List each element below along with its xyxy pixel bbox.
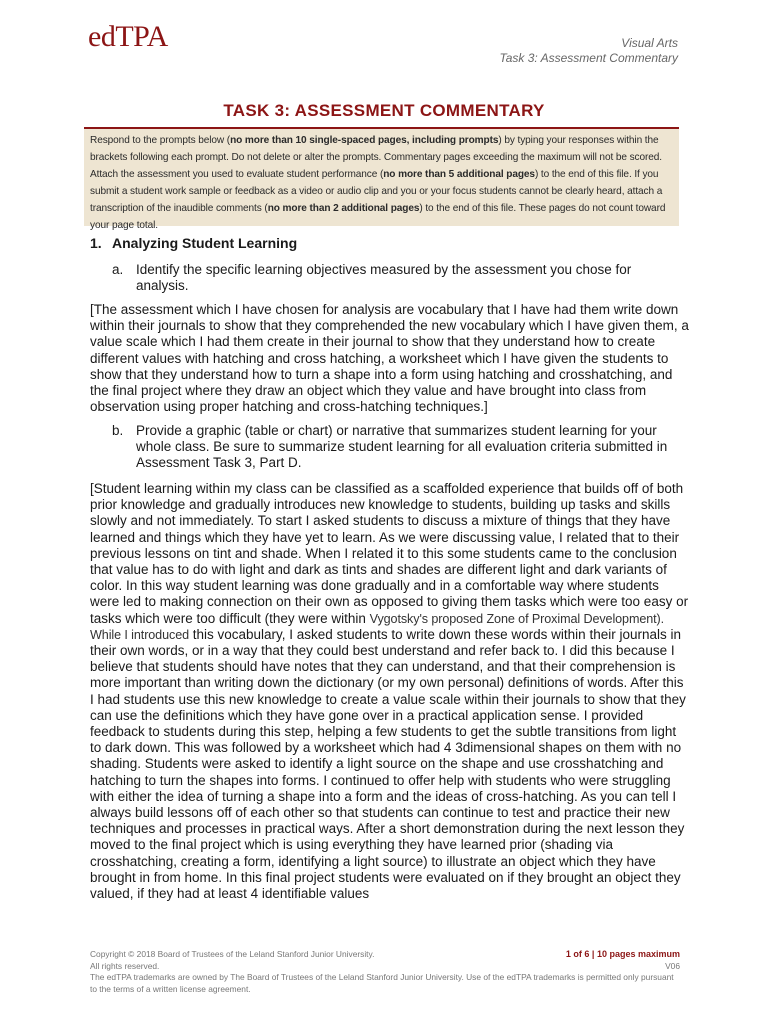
prompt-letter: a. — [112, 262, 124, 277]
instructions-box — [84, 127, 679, 231]
document-header-info — [499, 36, 678, 66]
subject-label: Visual Arts — [621, 36, 678, 50]
instructions-text: ) by typing your responses within the brackets following each prompt. Do not delete or alter the prompts. Commentary pages exceeding the maximum will not be scored. Attach the assessment you used to evaluate student performance ( — [90, 135, 663, 180]
page-title: TASK 3: ASSESSMENT COMMENTARY — [223, 101, 545, 120]
task-label: Task 3: Assessment Commentary — [499, 51, 678, 65]
instructions-emphasis: no more than 5 additional pages — [383, 169, 535, 180]
response-a: [The assessment which I have chosen for analysis are vocabulary that I have had them write down within their journals to show that they comprehended the new vocabulary which I have given them, a value scale which I had them create in their journal to show that they understand how to create different values with hatching and cross hatching, a worksheet which I have given the students to show that they understand how to turn a shape into a form using hatching and crosshatching, and the final project where they draw an object which they value and have brought into class from observation using proper hatching and cross-hatching techniques.] — [90, 302, 689, 415]
version-label: V06 — [665, 961, 680, 971]
copyright-text: Copyright © 2018 Board of Trustees of the Leland Stanford Junior University. — [90, 949, 375, 959]
instructions-emphasis: no more than 2 additional pages — [267, 203, 420, 214]
response-b — [90, 481, 690, 902]
prompt-a — [112, 262, 672, 294]
page-count: 1 of 6 | 10 pages maximum — [565, 949, 680, 959]
page-footer — [90, 949, 680, 995]
prompt-b — [112, 423, 672, 471]
section-number: 1. — [90, 235, 102, 251]
response-text: [Student learning within my class can be classified as a scaffolded experience that builds off of both prior knowledge and gradually introduces new knowledge to students, building up tasks and skills slowly and not immediately. To start I asked students to discuss a mixture of things that they have learned and things which they have yet to learn. As we were discussing value, I related that to their previous lessons on tint and shade. When I related it to this some students came to the conclusion that value has to do with light and dark as tints and shades are different light and dark variants of color. In this way student learning was done gradually and in a comfortable way where students were led to making connection on their own as opposed to giving them tasks which were too easy or tasks which were too difficult (they were within — [90, 481, 689, 626]
instructions-text: ) to the end of this file. These pages do not count toward your page total. — [90, 203, 666, 231]
prompt-text: Provide a graphic (table or chart) or narrative that summarizes student learning for your whole class. Be sure to summarize student learning for all evaluation criteria submitted in Assessment Task 3, Part D. — [136, 423, 668, 470]
prompt-letter: b. — [112, 423, 124, 438]
section-heading — [90, 235, 297, 251]
section-title: Analyzing Student Learning — [112, 235, 298, 251]
response-text: this vocabulary, I asked students to write down these words within their journals in their own words, or in a way that they could best understand and refer back to. I did this because I believe that students should have notes that they can understand, and that their comprehension is more important than writing down the dictionary (or my own personal) definitions of words. After this I had students use this new knowledge to create a value scale within their journals to show that they can use the definitions which they have gone over in a practical application sense. I provided feedback to students during this step, helping a few students to get the subtle transitions from light to dark down. This was followed by a worksheet which had 4 3dimensional shapes on them with no shading. Students were asked to identify a light source on the shape and use crosshatching and hatching to turn the shapes into forms. I continued to offer help with students who were struggling with either the idea of turning a shape into a form and the ideas of cross-hatching. As you can tell I always build lessons off of each other so that students can continue to test and practice their new techniques and processes in practical ways. After a short demonstration during the next lesson they moved to the final project which is using everything they have learned prior (shading via crosshatching, creating a form, identifying a light source) to illustrate an object which they have brought in from home. In this final project students were evaluated on if they brought an object they valued, if they had at least 4 identifiable values — [90, 626, 686, 902]
instructions-text: Respond to the prompts below ( — [90, 135, 231, 146]
instructions-text: ) to the end of this file. If you submit a student work sample or feedback as a video or audio clip and you or your focus students cannot be clearly heard, attach a transcription of the inaudible comments ( — [90, 169, 663, 214]
instructions-emphasis: no more than 10 single-spaced pages, including prompts — [230, 135, 499, 146]
trademark-text: The edTPA trademarks are owned by The Board of Trustees of the Leland Stanford Junior University. Use of the edTPA trademarks is permitted only pursuant to the terms of a written license agreement. — [90, 972, 674, 994]
prompt-text: Identify the specific learning objectives measured by the assessment you chose for analysis. — [136, 262, 632, 293]
edtpa-logo: edTPA — [88, 20, 168, 53]
rights-text: All rights reserved. — [90, 960, 160, 971]
response-text-lighter: Vygotsky's proposed Zone of Proximal Development). While I introduced — [90, 611, 665, 642]
